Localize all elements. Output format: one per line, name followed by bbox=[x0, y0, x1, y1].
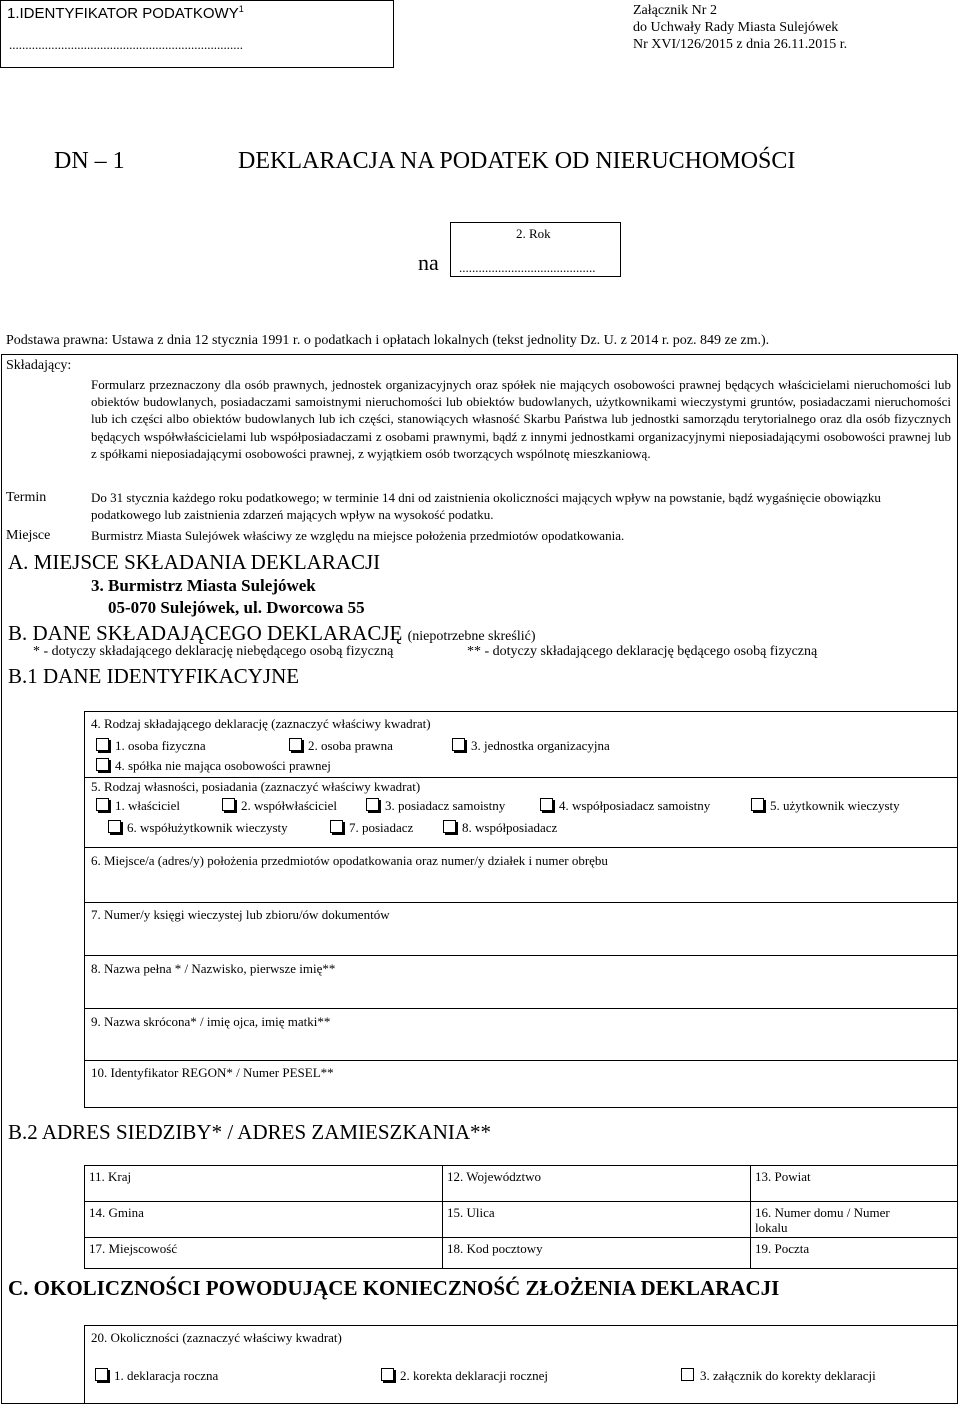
checkbox-icon[interactable] bbox=[751, 798, 764, 811]
filer-text: Formularz przeznaczony dla osób prawnych, jednostek organizacyjnych oraz spółek nie mających osobowości prawnej będących właścicielami nieruchomości lub obiektów budowlanych, posiadaczami samoistnymi nieruchomości lub obiektów budowlanych, użytkownikami wieczystymi gruntów, posiadaczami nieruchomości lub ich części albo obiektów budowlanych lub ich części, stanowiących własność Skarbu Państwa lub jednostki samorządu terytorialnego oraz dla osób fizycznych będących współwłaścicielami lub współposiadaczami z osobami prawnymi, bądź z innymi jednostkami organizacyjnymi nieposiadającymi osobowości prawnej lub z spółkami nieposiadającymi osobowości prawnej, z wyjątkiem osób tworzących wspólnotę mieszkaniową. bbox=[91, 377, 951, 461]
address-post-office[interactable]: 19. Poczta bbox=[750, 1237, 958, 1269]
field-4-option-2[interactable]: 2. osoba prawna bbox=[289, 738, 393, 754]
checkbox-icon[interactable] bbox=[108, 820, 121, 833]
field-6-divider bbox=[84, 902, 958, 903]
field-5-option-4[interactable]: 4. współposiadacz samoistny bbox=[540, 798, 710, 814]
tax-identifier-box[interactable] bbox=[0, 0, 394, 68]
section-b2-heading: B.2 ADRES SIEDZIBY* / ADRES ZAMIESZKANIA** bbox=[8, 1120, 492, 1144]
checkbox-icon[interactable] bbox=[443, 820, 456, 833]
tax-identifier-label: 1.IDENTYFIKATOR PODATKOWY$^1$ bbox=[7, 4, 244, 22]
field-20-option-3[interactable]: 3. załącznik do korekty deklaracji bbox=[681, 1368, 876, 1384]
address-town[interactable]: 17. Miejscowość bbox=[84, 1237, 443, 1269]
checkbox-icon[interactable] bbox=[381, 1368, 394, 1381]
place-text: Burmistrz Miasta Sulejówek właściwy ze względu na miejsce położenia przedmiotów opodatkowania. bbox=[91, 528, 625, 543]
checkbox-icon[interactable] bbox=[95, 1368, 108, 1381]
field-20-box bbox=[84, 1325, 958, 1404]
note-legal-entity: * - dotyczy składającego deklarację niebędącego osobą fizyczną bbox=[33, 644, 394, 659]
section-c-heading: C. OKOLICZNOŚCI POWODUJĄCE KONIECZNOŚĆ ZŁOŻENIA DEKLARACJI bbox=[8, 1276, 780, 1300]
field-5-option-6[interactable]: 6. współużytkownik wieczysty bbox=[108, 820, 288, 836]
field-5-option-8[interactable]: 8. współposiadacz bbox=[443, 820, 557, 836]
section-b-note: (niepotrzebne skreślić) bbox=[407, 629, 536, 644]
year-dots: .......................................... bbox=[459, 260, 596, 275]
field-4-option-3[interactable]: 3. jednostka organizacyjna bbox=[452, 738, 610, 754]
checkbox-icon[interactable] bbox=[540, 798, 553, 811]
address-county[interactable]: 13. Powiat bbox=[750, 1165, 958, 1202]
field-7-divider bbox=[84, 955, 958, 956]
field-5-divider bbox=[84, 847, 958, 848]
checkbox-icon[interactable] bbox=[289, 738, 302, 751]
section-a-heading: A. MIEJSCE SKŁADANIA DEKLARACJI bbox=[8, 550, 381, 574]
field-20-option-1[interactable]: 1. deklaracja roczna bbox=[95, 1368, 218, 1384]
field-5-option-5[interactable]: 5. użytkownik wieczysty bbox=[751, 798, 900, 814]
checkbox-icon[interactable] bbox=[330, 820, 343, 833]
field-9-divider bbox=[84, 1060, 958, 1061]
checkbox-icon[interactable] bbox=[96, 758, 109, 771]
deadline-label: Termin bbox=[6, 490, 47, 505]
field-8-full-name[interactable]: 8. Nazwa pełna * / Nazwisko, pierwsze imię** bbox=[91, 961, 336, 976]
tax-identifier-dots: ........................................................................ bbox=[9, 37, 243, 52]
note-natural-person: ** - dotyczy składającego deklarację będącego osobą fizyczną bbox=[467, 644, 818, 659]
field-4-option-4[interactable]: 4. spółka nie mająca osobowości prawnej bbox=[96, 758, 331, 774]
legal-basis: Podstawa prawna: Ustawa z dnia 12 stycznia 1991 r. o podatkach i opłatach lokalnych (tekst jednolity Dz. U. z 2014 r. poz. 849 ze zm.). bbox=[6, 333, 770, 348]
checkbox-icon[interactable] bbox=[96, 738, 109, 751]
place-label: Miejsce bbox=[6, 528, 51, 543]
field-20-label: 20. Okoliczności (zaznaczyć właściwy kwadrat) bbox=[91, 1330, 342, 1345]
field-9-short-name[interactable]: 9. Nazwa skrócona* / imię ojca, imię matki** bbox=[91, 1014, 331, 1029]
field-6-address[interactable]: 6. Miejsce/a (adres/y) położenia przedmiotów opodatkowania oraz numer/y działek i numer obrębu bbox=[91, 853, 608, 868]
checkbox-icon[interactable] bbox=[452, 738, 465, 751]
address-country[interactable]: 11. Kraj bbox=[84, 1165, 443, 1202]
field-5-option-7[interactable]: 7. posiadacz bbox=[330, 820, 413, 836]
field-4-divider bbox=[84, 777, 958, 778]
deadline-text: Do 31 stycznia każdego roku podatkowego; w terminie 14 dni od zaistnienia okoliczności mających wpływ na powstanie, bądź wygaśnięcie obowiązku podatkowego lub zaistnienia zdarzeń mających wpływ na wysokość podatku. bbox=[91, 490, 881, 522]
address-voivodeship[interactable]: 12. Województwo bbox=[442, 1165, 751, 1202]
attachment-info: Załącznik Nr 2 do Uchwały Rady Miasta Sulejówek Nr XVI/126/2015 z dnia 26.11.2015 r. bbox=[633, 3, 848, 52]
field-5-label: 5. Rodzaj własności, posiadania (zaznaczyć właściwy kwadrat) bbox=[91, 779, 421, 794]
section-a-line1: 3. Burmistrz Miasta Sulejówek bbox=[91, 576, 316, 595]
address-street[interactable]: 15. Ulica bbox=[442, 1201, 751, 1238]
form-title: DEKLARACJA NA PODATEK OD NIERUCHOMOŚCI bbox=[238, 148, 796, 174]
field-4-label: 4. Rodzaj składającego deklarację (zaznaczyć właściwy kwadrat) bbox=[91, 716, 431, 731]
form-code: DN – 1 bbox=[54, 148, 125, 174]
field-8-divider bbox=[84, 1008, 958, 1009]
field-5-option-1[interactable]: 1. właściciel bbox=[96, 798, 180, 814]
field-20-option-2[interactable]: 2. korekta deklaracji rocznej bbox=[381, 1368, 548, 1384]
section-b1-heading: B.1 DANE IDENTYFIKACYJNE bbox=[8, 664, 300, 688]
address-house-number[interactable]: 16. Numer domu / Numer lokalu bbox=[750, 1201, 958, 1238]
year-label: 2. Rok bbox=[516, 226, 551, 241]
address-municipality[interactable]: 14. Gmina bbox=[84, 1201, 443, 1238]
field-10-regon-pesel[interactable]: 10. Identyfikator REGON* / Numer PESEL** bbox=[91, 1065, 334, 1080]
checkbox-icon[interactable] bbox=[96, 798, 109, 811]
field-4-option-1[interactable]: 1. osoba fizyczna bbox=[96, 738, 206, 754]
checkbox-icon[interactable] bbox=[366, 798, 379, 811]
field-5-option-2[interactable]: 2. współwłaściciel bbox=[222, 798, 337, 814]
section-a-line2: 05-070 Sulejówek, ul. Dworcowa 55 bbox=[108, 598, 365, 617]
checkbox-icon[interactable] bbox=[681, 1368, 694, 1381]
field-5-option-3[interactable]: 3. posiadacz samoistny bbox=[366, 798, 505, 814]
filer-label: Składający: bbox=[6, 358, 72, 373]
address-postal-code[interactable]: 18. Kod pocztowy bbox=[442, 1237, 751, 1269]
year-box[interactable] bbox=[450, 222, 621, 277]
field-7-land-register[interactable]: 7. Numer/y księgi wieczystej lub zbioru/ów dokumentów bbox=[91, 907, 390, 922]
checkbox-icon[interactable] bbox=[222, 798, 235, 811]
na-label: na bbox=[418, 250, 439, 275]
section-b-heading: B. DANE SKŁADAJĄCEGO DEKLARACJĘ (niepotrzebne skreślić) bbox=[8, 621, 536, 645]
